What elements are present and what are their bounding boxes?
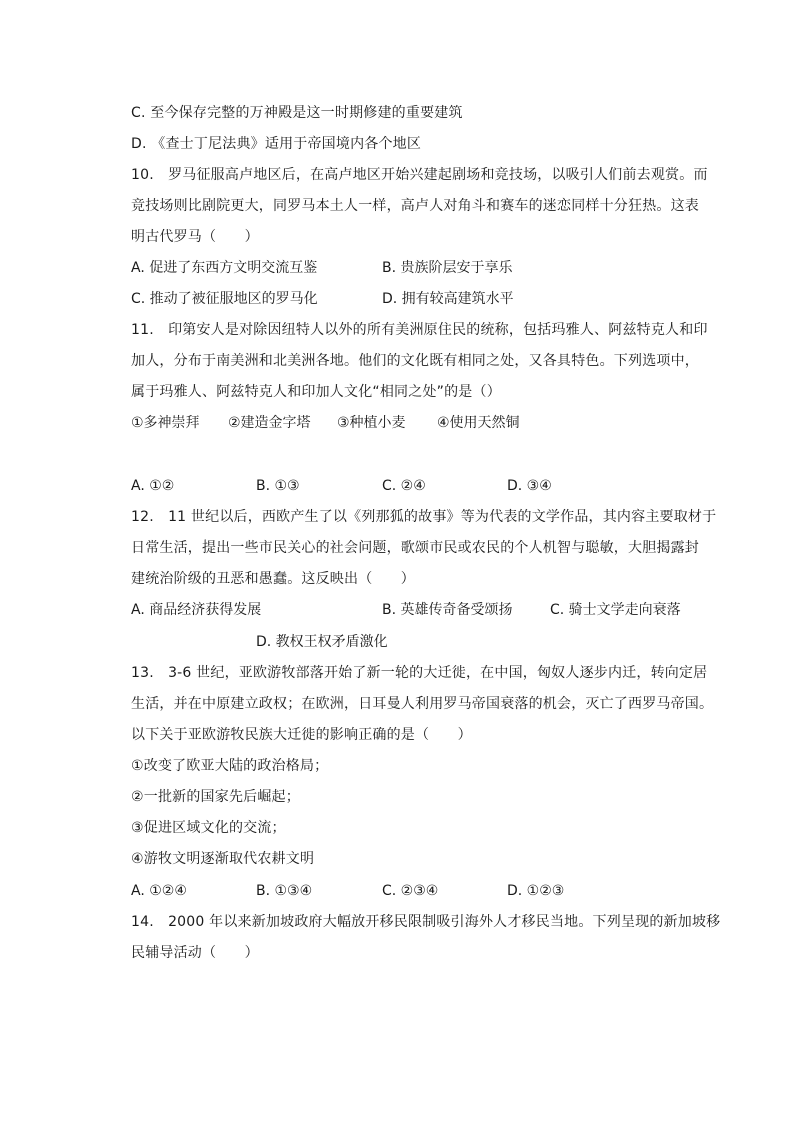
q11-stem-line3: 属于玛雅人、阿兹特克人和印加人文化“相同之处”的是（） [131,384,501,400]
q13-option-d: D. ①②③ [507,883,565,899]
q10-stem-line1: 10. 罗马征服高卢地区后，在高卢地区开始兴建起剧场和竞技场，以吸引人们前去观赏。而 [131,167,708,183]
q13-stem-line3: 以下关于亚欧游牧民族大迁徙的影响正确的是（ ） [131,727,472,743]
q11-stem-line1: 11. 印第安人是对除因纽特人以外的所有美洲原住民的统称，包括玛雅人、阿兹特克人和印 [131,322,708,338]
q11-option-c: C. ②④ [382,478,426,494]
q11-item-4: ④使用天然铜 [437,415,520,431]
q12-stem-line3: 建统治阶级的丑恶和愚蠢。这反映出（ ） [131,571,415,587]
q13-item-2: ②一批新的国家先后崛起； [131,789,300,805]
q14-stem-line2: 民辅导活动（ ） [131,945,259,961]
q10-option-a: A. 促进了东西方文明交流互鉴 [131,260,318,276]
q11-item-1: ①多神崇拜 [131,415,200,431]
q13-option-c: C. ②③④ [382,883,439,899]
q14-stem-line1: 14. 2000 年以来新加坡政府大幅放开移民限制吸引海外人才移民当地。下列呈现的新加坡移 [131,914,721,930]
q11-option-b: B. ①③ [256,478,300,494]
q12-option-b: B. 英雄传奇备受颂扬 [382,602,513,618]
q13-option-a: A. ①②④ [131,883,187,899]
q10-option-c: C. 推动了被征服地区的罗马化 [131,291,318,307]
q12-option-d: D. 教权王权矛盾激化 [256,634,388,650]
q13-item-3: ③促进区域文化的交流； [131,820,286,836]
q13-stem-line1: 13. 3-6 世纪，亚欧游牧部落开始了新一轮的大迁徙，在中国，匈奴人逐步内迁，转向定居 [131,665,708,681]
q10-stem-line2: 竞技场则比剧院更大，同罗马本土人一样，高卢人对角斗和赛车的迷恋同样十分狂热。这表 [131,198,699,214]
q10-option-d: D. 拥有较高建筑水平 [382,291,514,307]
q10-stem-line3: 明古代罗马（ ） [131,229,259,245]
q11-item-3: ③种植小麦 [337,415,406,431]
q13-option-b: B. ①③④ [256,883,313,899]
q13-item-4: ④游牧文明逐渐取代农耕文明 [131,851,315,867]
q12-option-a: A. 商品经济获得发展 [131,602,262,618]
q13-item-1: ①改变了欧亚大陆的政治格局； [131,758,329,774]
q9-option-c: C. 至今保存完整的万神殿是这一时期修建的重要建筑 [131,105,463,121]
q11-option-d: D. ③④ [507,478,552,494]
q11-stem-line2: 加人，分布于南美洲和北美洲各地。他们的文化既有相同之处，又各具特色。下列选项中， [131,353,699,369]
q12-stem-line1: 12. 11 世纪以后，西欧产生了以《列那狐的故事》等为代表的文学作品，其内容主要取材于 [131,509,717,525]
q10-option-b: B. 贵族阶层安于享乐 [382,260,513,276]
q12-stem-line2: 日常生活，提出一些市民关心的社会问题，歌颂市民或农民的个人机智与聪敏，大胆揭露封 [131,540,699,556]
q11-option-a: A. ①② [131,478,175,494]
q12-option-c: C. 骑士文学走向衰落 [550,602,681,618]
q9-option-d: D. 《查士丁尼法典》适用于帝国境内各个地区 [131,136,422,152]
q11-item-2: ②建造金字塔 [228,415,311,431]
q13-stem-line2: 生活，并在中原建立政权；在欧洲，日耳曼人利用罗马帝国衰落的机会，灭亡了西罗马帝国。 [131,696,714,712]
